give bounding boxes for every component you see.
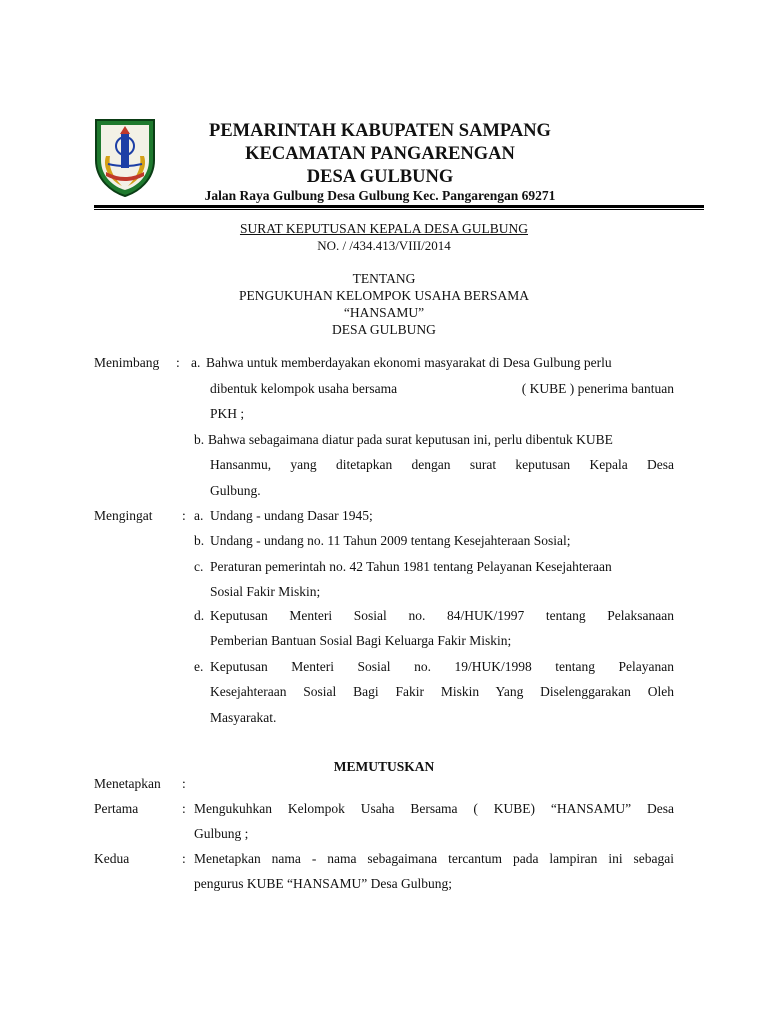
letterhead-government: PEMARINTAH KABUPATEN SAMPANG bbox=[209, 121, 551, 141]
kedua-label: Kedua bbox=[94, 851, 130, 866]
letterhead-village: DESA GULBUNG bbox=[306, 167, 454, 187]
decree-tentang: TENTANG bbox=[352, 271, 416, 286]
mengingat-a-mark: a. bbox=[194, 508, 204, 523]
decree-number: NO. / /434.413/VIII/2014 bbox=[317, 238, 451, 253]
mengingat-a-line1: Undang - undang Dasar 1945; bbox=[210, 508, 373, 523]
decree-title: SURAT KEPUTUSAN KEPALA DESA GULBUNG bbox=[239, 221, 529, 236]
menimbang-b-line3: Gulbung. bbox=[210, 483, 261, 498]
mengingat-b-line1: Undang - undang no. 11 Tahun 2009 tentang Kesejahteraan Sosial; bbox=[210, 533, 571, 548]
letterhead-divider-thin bbox=[94, 209, 704, 210]
menimbang-b-mark: b. bbox=[194, 432, 205, 447]
mengingat-d-mark: d. bbox=[194, 608, 205, 623]
menimbang-a-line1: Bahwa untuk memberdayakan ekonomi masyarakat di Desa Gulbung perlu bbox=[206, 355, 612, 370]
menimbang-a-mark: a. bbox=[191, 355, 201, 370]
decree-subject-line2: “HANSAMU” bbox=[343, 305, 425, 320]
letterhead-divider-thick bbox=[94, 205, 704, 208]
mengingat-d-line2: Pemberian Bantuan Sosial Bagi Keluarga Fakir Miskin; bbox=[210, 633, 512, 648]
letterhead-district: KECAMATAN PANGARENGAN bbox=[245, 144, 515, 164]
menetapkan-label: Menetapkan bbox=[94, 776, 161, 791]
mengingat-c-line2: Sosial Fakir Miskin; bbox=[210, 584, 321, 599]
mengingat-c-line1: Peraturan pemerintah no. 42 Tahun 1981 tentang Pelayanan Kesejahteraan bbox=[210, 559, 612, 574]
mengingat-colon: : bbox=[182, 508, 186, 523]
decree-subject-line1: PENGUKUHAN KELOMPOK USAHA BERSAMA bbox=[239, 288, 529, 303]
pertama-colon: : bbox=[182, 801, 186, 816]
pertama-label: Pertama bbox=[94, 801, 139, 816]
regency-emblem-logo bbox=[92, 116, 158, 198]
mengingat-label: Mengingat bbox=[94, 508, 153, 523]
mengingat-e-line2: Kesejahteraan Sosial Bagi Fakir Miskin Yang Diselenggarakan Oleh bbox=[210, 684, 674, 699]
mengingat-e-line1: Keputusan Menteri Sosial no. 19/HUK/1998 tentang Pelayanan bbox=[210, 659, 674, 674]
menetapkan-colon: : bbox=[182, 776, 186, 791]
pertama-line2: Gulbung ; bbox=[194, 826, 249, 841]
menimbang-a-line3: PKH ; bbox=[210, 406, 245, 421]
letterhead-address: Jalan Raya Gulbung Desa Gulbung Kec. Pangarengan 69271 bbox=[204, 188, 556, 203]
menimbang-label: Menimbang bbox=[94, 355, 160, 370]
mengingat-e-mark: e. bbox=[194, 659, 204, 674]
decree-subject-line3: DESA GULBUNG bbox=[332, 322, 436, 337]
menimbang-b-line1: Bahwa sebagaimana diatur pada surat keputusan ini, perlu dibentuk KUBE bbox=[208, 432, 613, 447]
kedua-colon: : bbox=[182, 851, 186, 866]
mengingat-c-mark: c. bbox=[194, 559, 204, 574]
pertama-line1: Mengukuhkan Kelompok Usaha Bersama ( KUBE) “HANSAMU” Desa bbox=[194, 801, 674, 816]
memutuskan-heading: MEMUTUSKAN bbox=[333, 759, 435, 774]
mengingat-b-mark: b. bbox=[194, 533, 205, 548]
mengingat-d-line1: Keputusan Menteri Sosial no. 84/HUK/1997 tentang Pelaksanaan bbox=[210, 608, 674, 623]
mengingat-e-line3: Masyarakat. bbox=[210, 710, 277, 725]
menimbang-a-line2-right: ( KUBE ) penerima bantuan bbox=[521, 381, 674, 396]
kedua-line1: Menetapkan nama - nama sebagaimana tercantum pada lampiran ini sebagai bbox=[194, 851, 674, 866]
menimbang-a-line2-left: dibentuk kelompok usaha bersama bbox=[210, 381, 398, 396]
menimbang-b-line2: Hansanmu, yang ditetapkan dengan surat keputusan Kepala Desa bbox=[210, 457, 674, 472]
kedua-line2: pengurus KUBE “HANSAMU” Desa Gulbung; bbox=[194, 876, 452, 891]
menimbang-colon: : bbox=[176, 355, 180, 370]
